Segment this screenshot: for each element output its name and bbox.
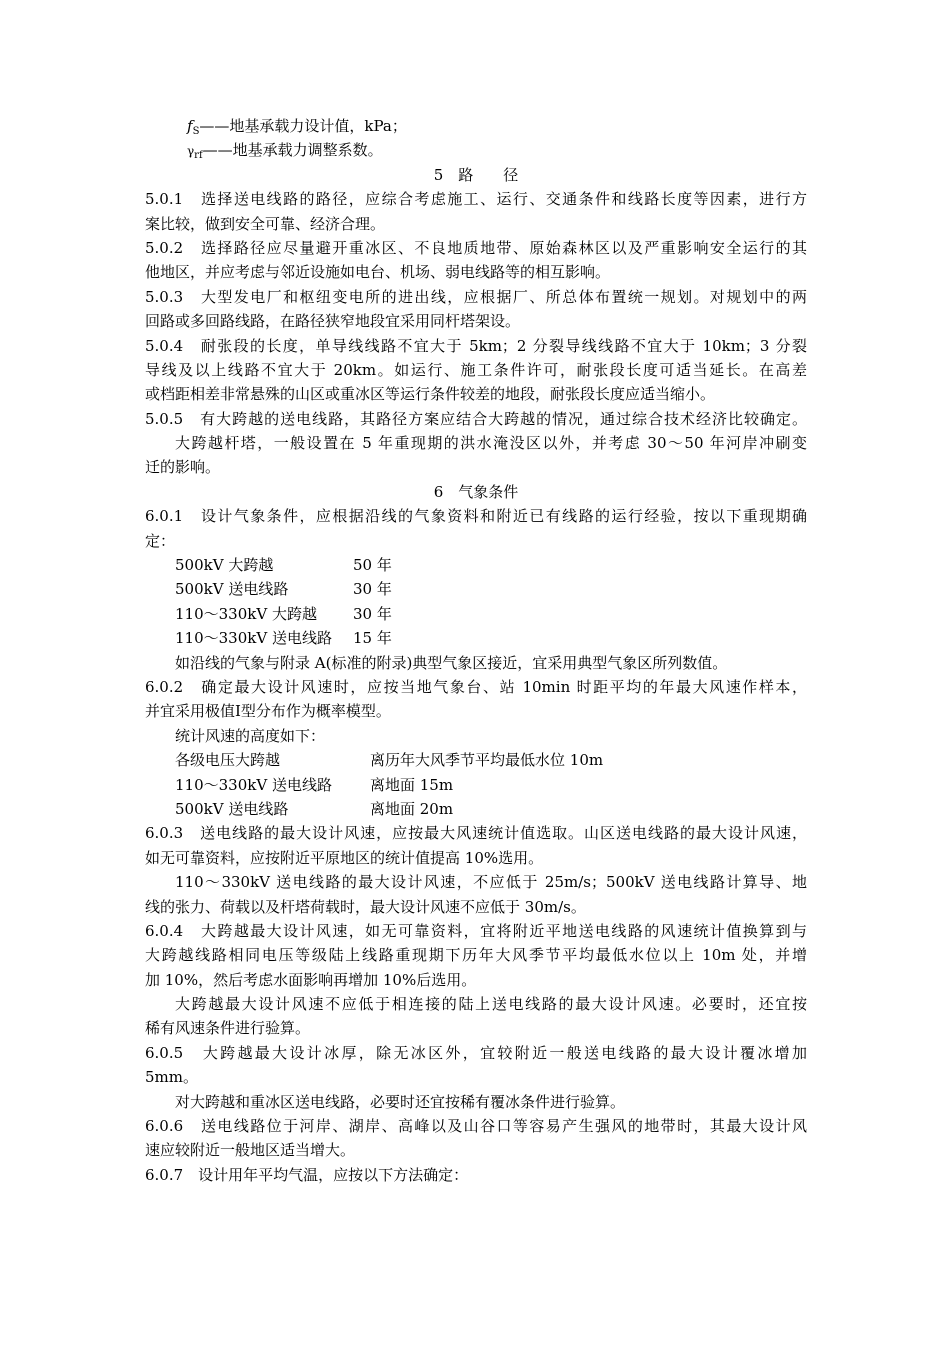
clause-6-0-6-line-1: 6.0.6 送电线路位于河岸、湖岸、高峰以及山谷口等容易产生强风的地带时，其最大设计风	[145, 1117, 807, 1136]
clause-5-0-1-line-2: 案比较，做到安全可靠、经济合理。	[145, 214, 386, 233]
return-period-value: 15 年	[353, 629, 392, 648]
section-heading-6: 6 气象条件	[433, 482, 519, 501]
clause-5-0-4-line-1: 5.0.4 耐张段的长度，单导线线路不宜大于 5km；2 分裂导线线路不宜大于 10km；3 分裂	[145, 336, 807, 355]
wind-height-label: 110～330kV 送电线路	[175, 775, 332, 794]
return-period-value: 30 年	[353, 580, 392, 599]
document-page	[145, 114, 807, 1187]
clause-6-0-2-line-1: 6.0.2 确定最大设计风速时，应按当地气象台、站 10min 时距平均的年最大风速作样本，	[145, 677, 807, 696]
wind-height-row	[145, 797, 807, 821]
clause-6-0-4-line-4: 大跨越最大设计风速不应低于相连接的陆上送电线路的最大设计风速。必要时，还宜按	[175, 995, 807, 1014]
return-period-row	[145, 626, 807, 650]
gamma-subscript: rf	[194, 150, 203, 162]
clause-5-0-5-line-3: 迁的影响。	[145, 458, 221, 477]
return-period-label: 500kV 送电线路	[175, 580, 289, 599]
clause-6-0-1-line-1: 6.0.1 设计气象条件，应根据沿线的气象资料和附近已有线路的运行经验，按以下重现期确	[145, 507, 807, 526]
clause-6-0-7-line-1: 6.0.7 设计用年平均气温，应按以下方法确定：	[145, 1165, 469, 1184]
wind-height-value: 离地面 15m	[370, 775, 454, 794]
wind-height-label: 500kV 送电线路	[175, 799, 289, 818]
clause-6-0-3-line-3: 110～330kV 送电线路的最大设计风速，不应低于 25m/s；500kV 送电线路计算导、地	[175, 873, 807, 892]
clause-6-0-2-line-2: 并宜采用极值Ⅰ型分布作为概率模型。	[145, 702, 391, 721]
clause-5-0-5-line-1: 5.0.5 有大跨越的送电线路，其路径方案应结合大跨越的情况，通过综合技术经济比较确定。	[145, 409, 807, 428]
clause-6-0-4-line-3: 加 10%，然后考虑水面影响再增加 10%后选用。	[145, 970, 477, 989]
clause-6-0-3-line-2: 如无可靠资料，应按附近平原地区的统计值提高 10%选用。	[145, 848, 544, 867]
section-heading-5: 5 路 径	[433, 165, 519, 184]
return-period-label: 500kV 大跨越	[175, 556, 274, 575]
clause-6-0-5-line-1: 6.0.5 大跨越最大设计冰厚，除无冰区外，宜较附近一般送电线路的最大设计覆冰增加	[145, 1043, 807, 1062]
clause-6-0-4-line-5: 稀有风速条件进行验算。	[145, 1019, 311, 1038]
wind-height-row	[145, 773, 807, 797]
return-period-value: 50 年	[353, 556, 392, 575]
gamma-description: ——地基承载力调整系数。	[202, 141, 383, 160]
fs-description: ——地基承载力设计值，kPa；	[199, 117, 407, 135]
clause-6-0-2-line-3: 统计风速的高度如下：	[175, 726, 326, 745]
clause-5-0-3-line-2: 回路或多回路线路，在路径狭窄地段宜采用同杆塔架设。	[145, 312, 521, 331]
clause-6-0-1-line-2: 定：	[145, 531, 176, 550]
symbol-fs-line	[145, 114, 807, 138]
clause-6-0-6-line-2: 速应较附近一般地区适当增大。	[145, 1141, 356, 1160]
clause-6-0-5-line-2: 5mm。	[145, 1068, 198, 1087]
clause-6-0-5-line-3: 对大跨越和重冰区送电线路，必要时还宜按稀有覆冰条件进行验算。	[175, 1092, 626, 1111]
wind-height-row	[145, 748, 807, 772]
clause-6-0-3-line-4: 线的张力、荷载以及杆塔荷载时，最大设计风速不应低于 30m/s。	[145, 897, 586, 916]
clause-5-0-1-line-1: 5.0.1 选择送电线路的路径，应综合考虑施工、运行、交通条件和线路长度等因素，进行方	[145, 190, 807, 209]
wind-height-label: 各级电压大跨越	[175, 751, 281, 770]
return-period-label: 110～330kV 送电线路	[175, 629, 332, 648]
return-period-value: 30 年	[353, 604, 392, 623]
return-period-row	[145, 602, 807, 626]
fs-symbol: f	[187, 117, 193, 135]
wind-height-value: 离地面 20m	[370, 799, 454, 818]
clause-5-0-5-line-2: 大跨越杆塔，一般设置在 5 年重现期的洪水淹没区以外，并考虑 30～50 年河岸冲刷变	[175, 434, 807, 453]
clause-5-0-2-line-1: 5.0.2 选择路径应尽量避开重冰区、不良地质地带、原始森林区以及严重影响安全运行的其	[145, 238, 807, 257]
wind-height-value: 离历年大风季节平均最低水位 10m	[370, 751, 604, 770]
return-period-row	[145, 553, 807, 577]
clause-5-0-2-line-2: 他地区，并应考虑与邻近设施如电台、机场、弱电线路等的相互影响。	[145, 263, 611, 282]
return-period-label: 110～330kV 大跨越	[175, 604, 317, 623]
clause-6-0-4-line-1: 6.0.4 大跨越最大设计风速，如无可靠资料，宜将附近平地送电线路的风速统计值换算到与	[145, 921, 807, 940]
fs-subscript: S	[192, 126, 200, 137]
return-period-row	[145, 577, 807, 601]
clause-6-0-4-line-2: 大跨越线路相同电压等级陆上线路重现期下历年大风季节平均最低水位以上 10m 处，并增	[145, 946, 807, 965]
clause-6-0-1-note: 如沿线的气象与附录 A(标准的附录)典型气象区接近，宜采用典型气象区所列数值。	[175, 653, 728, 672]
clause-6-0-3-line-1: 6.0.3 送电线路的最大设计风速，应按最大风速统计值选取。山区送电线路的最大设计风速，	[145, 824, 807, 843]
clause-5-0-4-line-2: 导线及以上线路不宜大于 20km。如运行、施工条件许可，耐张段长度可适当延长。在高差	[145, 360, 807, 379]
gamma-symbol: γ	[187, 144, 195, 159]
clause-5-0-3-line-1: 5.0.3 大型发电厂和枢纽变电所的进出线，应根据厂、所总体布置统一规划。对规划中的两	[145, 287, 807, 306]
clause-5-0-4-line-3: 或档距相差非常悬殊的山区或重冰区等运行条件较差的地段，耐张段长度应适当缩小。	[145, 385, 716, 404]
symbol-gamma-line	[145, 138, 807, 162]
